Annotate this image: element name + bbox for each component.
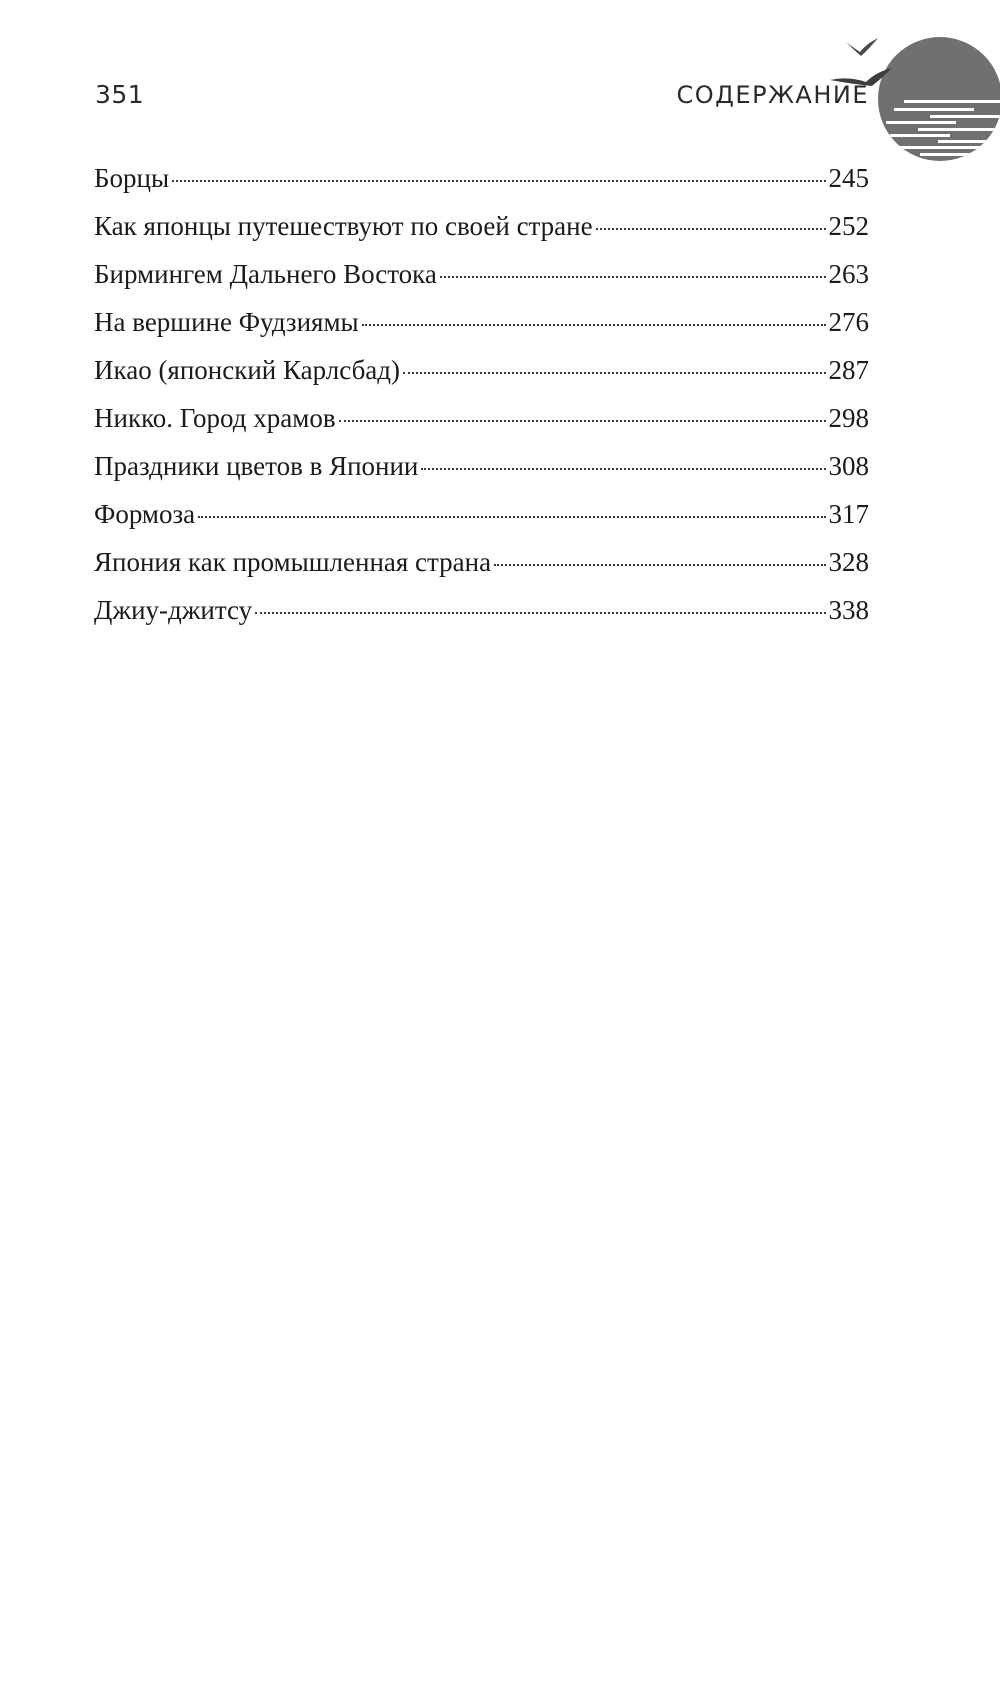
- toc-entry[interactable]: [94, 298, 869, 346]
- toc-entry-title: Борцы: [94, 163, 170, 193]
- dot-leader: [421, 468, 825, 470]
- dot-leader: [255, 612, 825, 614]
- dot-leader: [362, 324, 826, 326]
- page-number: 351: [95, 80, 145, 109]
- sun-with-birds-icon: [830, 24, 1000, 174]
- toc-entry-page: 317: [828, 499, 869, 529]
- toc-entry-title: Бирмингем Дальнего Востока: [94, 259, 437, 289]
- dot-leader: [494, 564, 825, 566]
- toc-entry-page: 276: [828, 307, 869, 337]
- dot-leader: [339, 420, 826, 422]
- toc-entry-title: Формоза: [94, 499, 196, 529]
- toc-entry[interactable]: [94, 394, 869, 442]
- toc-entry-page: 338: [828, 595, 869, 625]
- toc-entry[interactable]: [94, 538, 869, 586]
- dot-leader: [440, 276, 826, 278]
- toc-entry[interactable]: [94, 442, 869, 490]
- toc-entry-title: Япония как промышленная страна: [94, 547, 492, 577]
- toc-entry-title: Джиу-джитсу: [94, 595, 253, 625]
- dot-leader: [172, 180, 825, 182]
- toc-entry[interactable]: [94, 490, 869, 538]
- toc-entry[interactable]: [94, 346, 869, 394]
- toc-entry-page: 263: [828, 259, 869, 289]
- toc-entry-page: 287: [828, 355, 869, 385]
- toc-entry-title: Икао (японский Карлсбад): [94, 355, 401, 385]
- toc-entry[interactable]: [94, 154, 869, 202]
- toc-entry-title: На вершине Фудзиямы: [94, 307, 359, 337]
- toc-entry-page: 245: [828, 163, 869, 193]
- table-of-contents: [94, 154, 869, 634]
- toc-entry-page: 308: [828, 451, 869, 481]
- toc-entry[interactable]: [94, 250, 869, 298]
- dot-leader: [596, 228, 826, 230]
- toc-entry-page: 252: [828, 211, 869, 241]
- toc-entry-title: Как японцы путешествуют по своей стране: [94, 211, 593, 241]
- toc-entry[interactable]: [94, 586, 869, 634]
- dot-leader: [198, 516, 825, 518]
- toc-entry-title: Праздники цветов в Японии: [94, 451, 419, 481]
- toc-entry-page: 298: [828, 403, 869, 433]
- toc-entry-title: Никко. Город храмов: [94, 403, 336, 433]
- running-head: СОДЕРЖАНИЕ: [676, 81, 869, 109]
- toc-entry[interactable]: [94, 202, 869, 250]
- toc-entry-page: 328: [828, 547, 869, 577]
- dot-leader: [403, 372, 825, 374]
